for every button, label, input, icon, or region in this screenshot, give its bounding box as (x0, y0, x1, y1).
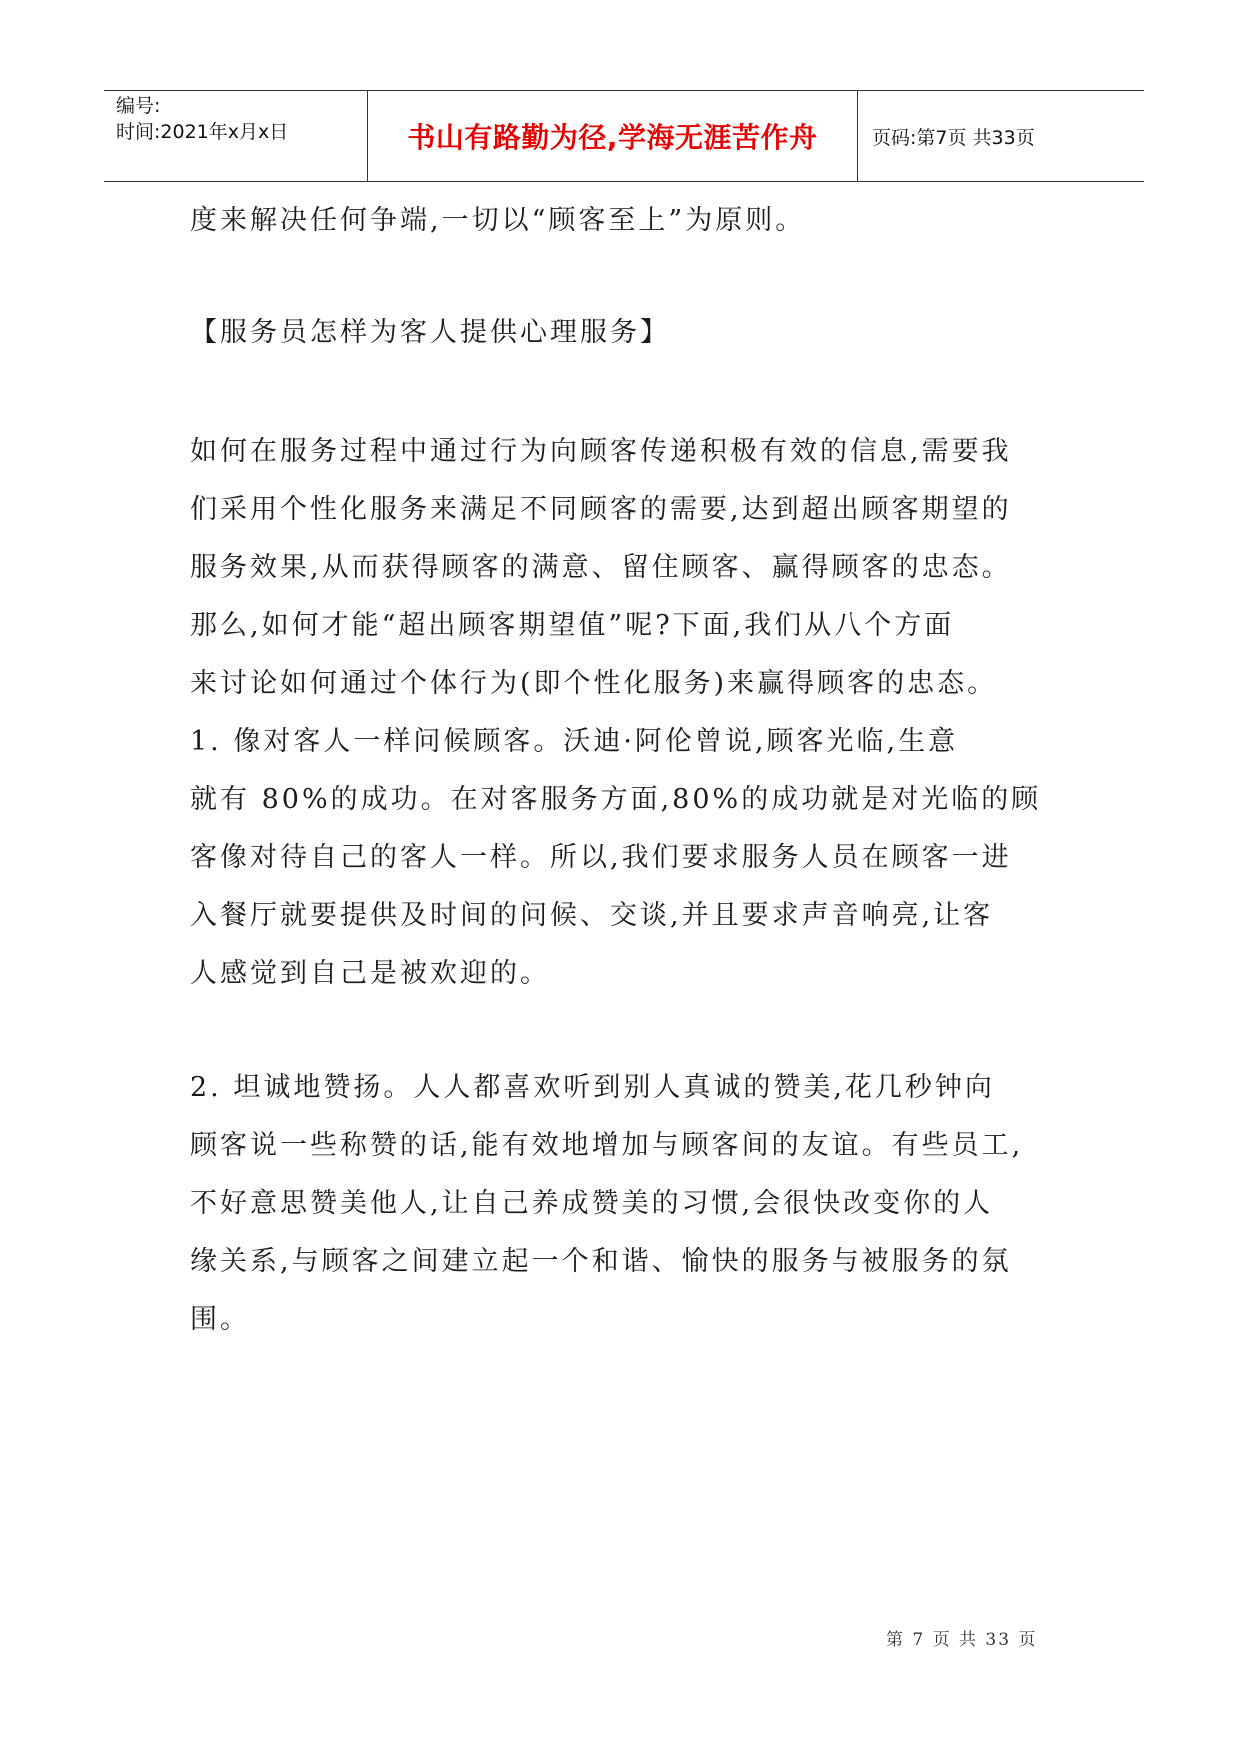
body-line: 度来解决任何争端,一切以“顾客至上”为原则。 (190, 205, 806, 236)
body-line: 顾客说一些称赞的话,能有效地增加与顾客间的友谊。有些员工, (190, 1130, 1024, 1161)
page-header (104, 90, 1144, 182)
header-motto-cell (368, 91, 858, 181)
document-time-label: 时间:2021年x月x日 (116, 121, 289, 143)
body-line: 围。 (190, 1304, 250, 1335)
header-meta-cell (104, 91, 368, 181)
body-line: 就有 80%的成功。在对客服务方面,80%的成功就是对光临的顾 (190, 784, 1042, 815)
document-number-label: 编号: (116, 95, 161, 117)
body-line: 那么,如何才能“超出顾客期望值”呢?下面,我们从八个方面 (190, 610, 955, 641)
body-line: 入餐厅就要提供及时间的问候、交谈,并且要求声音响亮,让客 (190, 900, 994, 931)
body-line: 来讨论如何通过个体行为(即个性化服务)来赢得顾客的忠态。 (190, 668, 998, 699)
body-line: 不好意思赞美他人,让自己养成赞美的习惯,会很快改变你的人 (190, 1188, 994, 1219)
header-page-cell (858, 91, 1144, 181)
body-line: 2. 坦诚地赞扬。人人都喜欢听到别人真诚的赞美,花几秒钟向 (190, 1072, 995, 1103)
header-page-number: 页码:第7页 共33页 (872, 126, 1035, 149)
body-line: 们采用个性化服务来满足不同顾客的需要,达到超出顾客期望的 (190, 494, 1012, 525)
page-footer: 第 7 页 共 33 页 (886, 1630, 1038, 1650)
body-line: 服务效果,从而获得顾客的满意、留住顾客、赢得顾客的忠态。 (190, 552, 1012, 583)
section-heading: 【服务员怎样为客人提供心理服务】 (190, 317, 670, 348)
body-line: 1. 像对客人一样问候顾客。沃迪·阿伦曾说,顾客光临,生意 (190, 726, 959, 757)
body-line: 缘关系,与顾客之间建立起一个和谐、愉快的服务与被服务的氛 (190, 1246, 1012, 1277)
body-line: 客像对待自己的客人一样。所以,我们要求服务人员在顾客一进 (190, 842, 1012, 873)
body-line: 人感觉到自己是被欢迎的。 (190, 958, 550, 989)
body-line: 如何在服务过程中通过行为向顾客传递积极有效的信息,需要我 (190, 436, 1012, 467)
header-motto: 书山有路勤为径,学海无涯苦作舟 (407, 121, 818, 154)
